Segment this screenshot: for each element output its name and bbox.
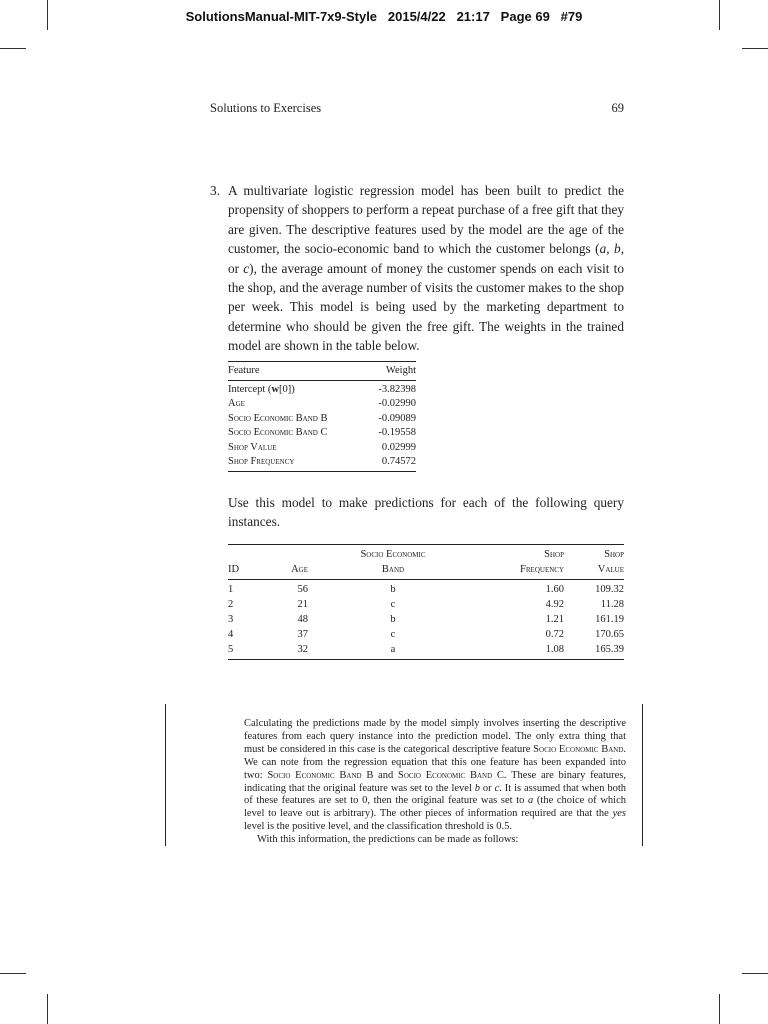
- header-band-top: Socio Economic: [360, 549, 426, 560]
- slug-date: 2015/4/22: [387, 9, 446, 24]
- solution-text-part: Calculating the predictions made by the model simply involves inserting the descriptive features from each query instance into the prediction model. The only extra thing that must be considered in this case is the categorical descriptive feature: [244, 718, 626, 755]
- header-freq-bottom: Frequency: [478, 562, 564, 580]
- age-cell: 48: [297, 614, 308, 625]
- age-cell: 56: [297, 584, 308, 595]
- band-cell: c: [390, 629, 396, 640]
- level-b: b: [474, 782, 481, 794]
- weight-cell: 0.74572: [381, 456, 416, 467]
- solution-text-part: . We can note from the regression equation that this one feature has been expanded into two:: [244, 743, 626, 781]
- band-cell: b: [390, 614, 396, 625]
- table-row: [228, 455, 416, 471]
- feature-cell: Socio Economic Band C: [228, 427, 328, 438]
- id-cell: 5: [228, 644, 234, 655]
- exercise-number: 3.: [210, 183, 220, 198]
- instruction-text: Use this model to make predictions for each of the following query instances.: [228, 495, 624, 530]
- intercept-index: [0]): [279, 383, 295, 395]
- intercept-symbol: w: [271, 383, 280, 395]
- weight-cell: -0.09089: [378, 412, 416, 424]
- exercise-text: [210, 181, 624, 356]
- feature-name: Socio Economic Band: [267, 769, 362, 781]
- solution-text: [244, 718, 626, 847]
- slug-time: 21:17: [456, 9, 490, 24]
- solution-text-part: level is the positive level, and the classification threshold is 0.5.: [244, 821, 512, 833]
- header-spacer: [268, 545, 308, 563]
- crop-mark: [47, 994, 48, 1024]
- yes-level: yes: [612, 808, 626, 820]
- solution-text-part: (the choice of which level to leave out is arbitrary). The other pieces of information required are that the: [244, 795, 626, 820]
- table-row: [228, 642, 624, 660]
- solution-paragraph: With this information, the predictions can be made as follows:: [257, 834, 519, 846]
- age-cell: 21: [297, 599, 308, 610]
- header-value-top: Shop: [604, 549, 624, 560]
- id-cell: 2: [228, 599, 234, 610]
- solution-bar-left: [165, 704, 166, 846]
- freq-cell: 1.60: [545, 584, 564, 595]
- solution-text-part: C. These are binary features, indicating that the original feature was set to the level: [244, 769, 626, 794]
- id-cell: 1: [228, 584, 234, 595]
- weights-header-feature: Feature: [228, 362, 364, 381]
- feature-cell: Shop Frequency: [228, 456, 295, 467]
- freq-cell: 4.92: [545, 599, 564, 610]
- intercept-label: Intercept (: [228, 383, 272, 395]
- crop-mark: [719, 994, 720, 1024]
- crop-mark: [0, 973, 26, 974]
- table-row: [228, 627, 624, 642]
- header-age: Age: [268, 562, 308, 580]
- value-cell: 161.19: [595, 614, 624, 625]
- solution-text-part: . It is assumed that when both of these features are set to 0, then the original feature was set to: [244, 782, 627, 807]
- table-row: [228, 397, 416, 412]
- feature-cell: [228, 380, 364, 397]
- band-cell: a: [390, 644, 396, 655]
- crop-mark: [742, 973, 768, 974]
- slug-file: SolutionsManual-MIT-7x9-Style: [185, 9, 378, 24]
- level-c: c: [494, 782, 500, 794]
- value-cell: 109.32: [595, 584, 624, 595]
- exercise-text-part: A multivariate logistic regression model has been built to predict the propensity of shoppers to perform a repeat purchase of a free gift that they are given. The descriptive features used by the model are the age of the customer, the socio-economic band to which the customer belongs (: [228, 183, 624, 257]
- table-row: [228, 426, 416, 441]
- exercise-text-part: ), the average amount of money the customer spends on each visit to the shop, and the average number of visits the customer makes to the shop per week. This model is being used by the marketing department to determine who should be given the free gift. The weights in the trained model are shown in the table below.: [228, 260, 624, 354]
- weight-cell: -3.82398: [378, 383, 416, 395]
- value-cell: 165.39: [595, 644, 624, 655]
- freq-cell: 1.08: [545, 644, 564, 655]
- weights-header-weight: Weight: [364, 362, 416, 381]
- feature-cell: Socio Economic Band B: [228, 412, 328, 424]
- level-b: b: [614, 241, 621, 257]
- age-cell: 37: [297, 629, 308, 640]
- crop-mark: [742, 48, 768, 49]
- feature-cell: Age: [228, 398, 245, 409]
- table-row: [228, 412, 416, 427]
- header-value-bottom: Value: [564, 562, 624, 580]
- band-cell: c: [390, 599, 396, 610]
- value-cell: 11.28: [600, 599, 624, 610]
- table-row: [228, 580, 624, 598]
- weights-table: [228, 361, 416, 472]
- weight-cell: -0.19558: [378, 427, 416, 438]
- table-row: [228, 441, 416, 456]
- level-a: a: [528, 795, 534, 807]
- age-cell: 32: [297, 644, 308, 655]
- id-cell: 3: [228, 614, 234, 625]
- id-cell: 4: [228, 629, 234, 640]
- feature-name: Socio Economic Band: [533, 743, 624, 755]
- solution-text-part: or: [480, 782, 495, 794]
- query-table: [228, 544, 624, 660]
- value-cell: 170.65: [595, 629, 624, 640]
- print-slug: [0, 9, 768, 24]
- weight-cell: -0.02990: [378, 398, 416, 409]
- feature-cell: Shop Value: [228, 441, 277, 453]
- solution-bar-right: [642, 704, 643, 846]
- solution-text-part: B and: [361, 769, 399, 781]
- table-row: [228, 380, 416, 397]
- slug-page: Page 69: [500, 9, 550, 24]
- freq-cell: 0.72: [545, 629, 564, 640]
- feature-name: Socio Economic Band: [398, 769, 493, 781]
- crop-mark: [0, 48, 26, 49]
- level-c: c: [243, 260, 250, 276]
- table-row: [228, 597, 624, 612]
- table-row: [228, 612, 624, 627]
- header-id: ID: [228, 562, 268, 580]
- header-freq-top: Shop: [544, 549, 564, 560]
- running-head-title: Solutions to Exercises: [210, 101, 322, 115]
- freq-cell: 1.21: [545, 614, 564, 625]
- band-cell: b: [390, 584, 396, 595]
- page-number: 69: [611, 101, 624, 115]
- header-band-bottom: Band: [308, 562, 478, 580]
- slug-sheet: #79: [560, 9, 583, 24]
- level-a: a: [599, 241, 607, 257]
- exercise-paragraph: A multivariate logistic regression model has been built to predict the propensity of shoppers to perform a repeat purchase of a free gift that they are given. The descriptive features used by the model are the age of the customer, the socio-economic band to which the customer belongs (a, b, or c), the average amount of money the customer spends on each visit to the shop, and the average number of visits the customer makes to the shop per week. This model is being used by the marketing department to determine who should be given the free gift. The weights in the trained model are shown in the table below.: [228, 183, 625, 354]
- weight-cell: 0.02999: [381, 441, 416, 453]
- solution-paragraph: [244, 718, 626, 834]
- header-spacer: [228, 545, 268, 563]
